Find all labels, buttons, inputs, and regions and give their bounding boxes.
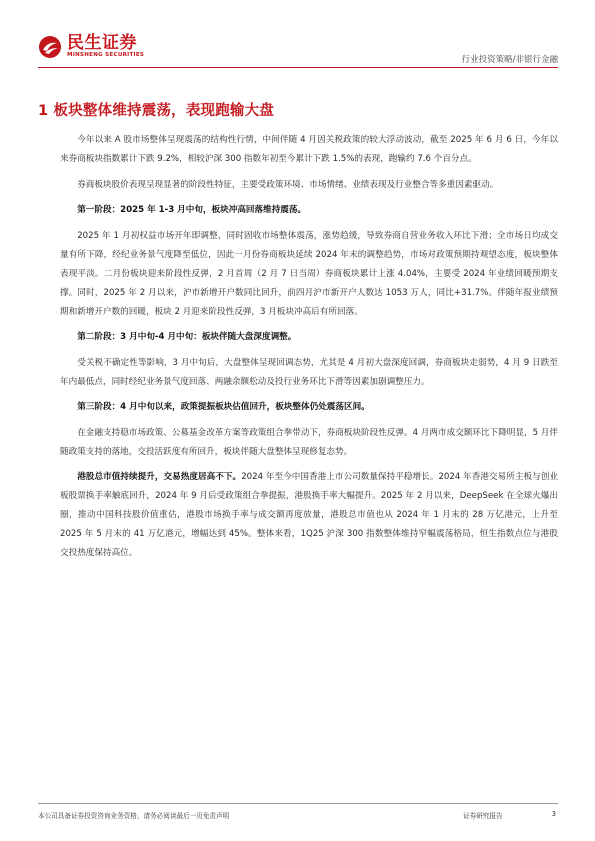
paragraph-lead: 港股总市值持续提升，交易热度居高不下。 — [77, 472, 242, 482]
body-paragraph — [60, 176, 558, 195]
body-paragraph — [60, 424, 558, 462]
body-paragraph — [60, 398, 558, 417]
body-paragraph — [60, 201, 558, 220]
header-divider — [38, 67, 558, 68]
body-paragraph — [60, 131, 558, 169]
brand-name-cn: 民生证券 — [67, 33, 137, 53]
page-number: 3 — [551, 810, 556, 818]
page-header — [0, 0, 595, 72]
section-title: 1 板块整体维持震荡，表现跑输大盘 — [38, 103, 275, 119]
paragraph-lead: 第二阶段：3 月中旬-4 月中旬：板块伴随大盘深度调整。 — [77, 332, 297, 342]
paragraph-text: 2025 年 1 月初权益市场开年即调整，同时固收市场整体震荡，涨势趋缓，导致券商自营业务收入环比下滑；全市场日均成交量有所下降，经纪业务景气度降至低位，因此一月份券商板块延续 2024 年末的调整趋势，市场对政策预期持观望态度，板块整体表现平淡。二月份板块迎来阶段性反弹，2 月首周（2 月 7 日当周）券商板块累计上涨 4.04%，主要受 2024 年业绩回暖预期支撑。同时，2025 年 2 月以来，沪市新增开户数同比回升，前四月沪市新开户人数达 1053 万人，同比+31.7%。伴随年报业绩预期和新增开户数的回暖，板块 2 月迎来阶段性反弹，3 月板块冲高后有所回落。 — [60, 230, 558, 317]
body-paragraph — [60, 354, 558, 392]
paragraph-lead: 第一阶段：2025 年 1-3 月中旬，板块冲高回落维持震荡。 — [77, 205, 307, 215]
brand-name-en: MINSHENG SECURITIES — [67, 52, 145, 58]
footer-report-type: 证券研究报告 — [463, 812, 503, 820]
company-logo — [38, 34, 144, 59]
paragraph-lead: 第三阶段：4 月中旬以来，政策提振板块估值回升，板块整体仍处震荡区间。 — [77, 402, 370, 412]
paragraph-text: 在金融支持稳市场政策、公募基金改革方案等政策组合拳带动下，券商板块阶段性反弹。4 月两市成交额环比下降明显，5 月伴随政策支持的落地，交投活跃度有所回升，板块伴随大盘整体呈现修复态势。 — [60, 427, 558, 457]
body-paragraph — [60, 468, 558, 563]
paragraph-text: 今年以来 A 股市场整体呈现震荡的结构性行情，中间伴随 4 月因关税政策的较大浮动波动，截至 2025 年 6 月 6 日，今年以来券商板块指数累计下跌 9.2%，相较沪深 300 指数年初至今累计下跌 1.5%的表现，跑输约 7.6 个百分点。 — [60, 135, 558, 164]
body-paragraph — [60, 328, 558, 347]
minsheng-logo-icon — [38, 35, 62, 59]
paragraph-text: 券商板块股价表现呈现显著的阶段性特征，主要受政策环境、市场情绪、业绩表现及行业整合等多重因素驱动。 — [77, 179, 499, 190]
footer-divider — [38, 803, 558, 804]
body-paragraph — [60, 227, 558, 322]
footer-disclaimer: 本公司具备证券投资咨询业务资格，请务必阅读最后一页免责声明 — [38, 812, 230, 820]
paragraph-text: 受关税不确定性等影响，3 月中旬后，大盘整体呈现回调态势，尤其是 4 月初大盘深度回调，券商板块走弱势，4 月 9 日跌至年内最低点，同时经纪业务景气度回落、两融余额松动及投行业务环比下滑等因素加剧调整压力。 — [60, 357, 558, 387]
paragraph-text: 2024 年至今中国香港上市公司数量保持平稳增长。2024 年香港交易所主板与创业板股票换手率触底回升，2024 年 9 月后受政策组合拳提振，港股换手率大幅提升。2025 年 2 月以来，DeepSeek 在全球火爆出圈，推动中国科技股价值重估，港股市场换手率与成交额再度放量，港股总市值也从 2024 年 1 月末的 28 万亿港元，上升至 2025 年 5 月末的 41 万亿港元，增幅达到 45%。整体来看，1Q25 沪深 300 指数整体维持窄幅震荡格局，恒生指数点位与港股交投热度保持高位。 — [60, 472, 558, 558]
report-body — [60, 131, 558, 570]
report-category: 行业投资策略/非银行金融 — [461, 55, 558, 65]
